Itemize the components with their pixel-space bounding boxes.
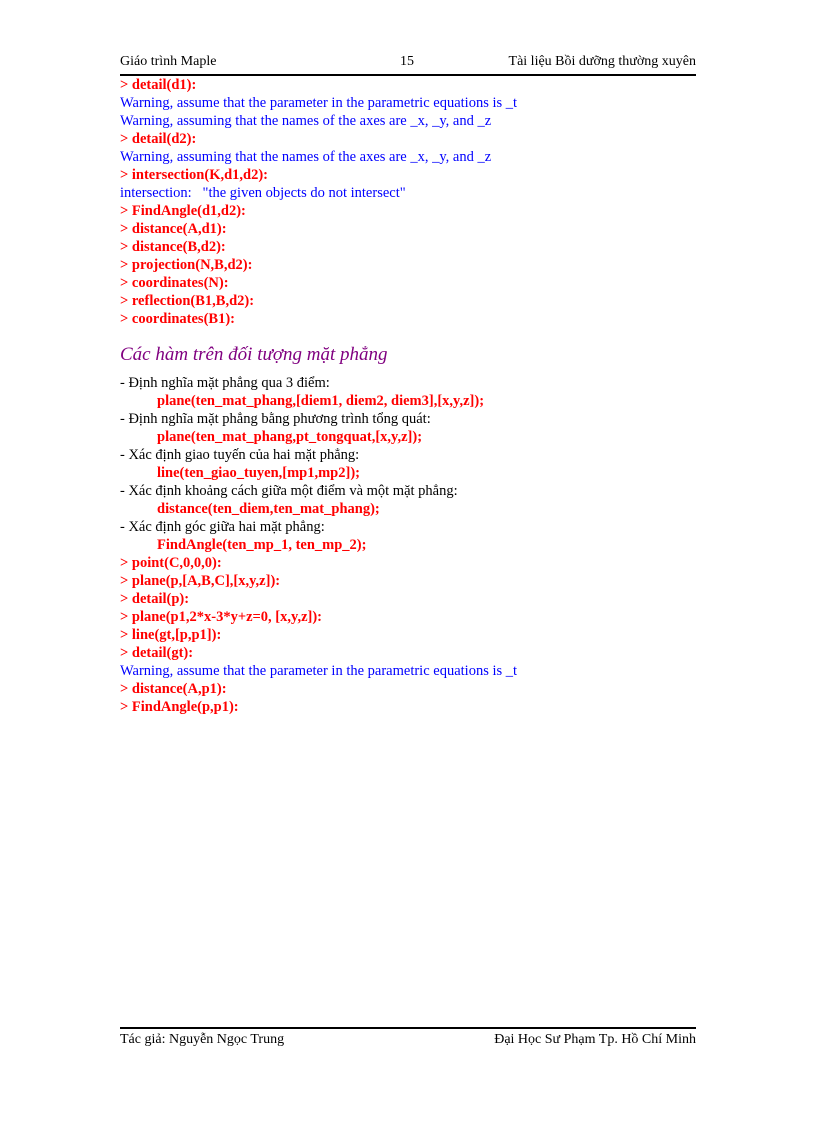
header-document-type: Tài liệu Bồi dưỡng thường xuyên xyxy=(508,54,696,69)
maple-command: > distance(A,d1): xyxy=(120,221,227,237)
maple-command: > line(gt,[p,p1]): xyxy=(120,627,222,643)
maple-command: > point(C,0,0,0): xyxy=(120,555,222,571)
maple-command: > distance(A,p1): xyxy=(120,681,227,697)
maple-warning: Warning, assuming that the names of the axes are _x, _y, and _z xyxy=(120,113,492,129)
plane-functions-list xyxy=(120,374,696,716)
syntax-example: plane(ten_mat_phang,pt_tongquat,[x,y,z]); xyxy=(157,429,423,445)
section-heading: Các hàm trên đối tượng mặt phẳng xyxy=(120,344,388,365)
maple-command: > detail(p): xyxy=(120,591,190,607)
footer-author: Tác giả: Nguyễn Ngọc Trung xyxy=(120,1032,285,1047)
header-page-number: 15 xyxy=(400,54,414,69)
maple-command: > detail(d2): xyxy=(120,131,197,147)
maple-output: intersection: "the given objects do not intersect" xyxy=(120,185,406,201)
syntax-example: plane(ten_mat_phang,[diem1, diem2, diem3],[x,y,z]); xyxy=(157,393,485,409)
syntax-example: line(ten_giao_tuyen,[mp1,mp2]); xyxy=(157,465,360,481)
maple-session-lines xyxy=(120,76,696,328)
maple-command: > plane(p,[A,B,C],[x,y,z]): xyxy=(120,573,281,589)
maple-command: > intersection(K,d1,d2): xyxy=(120,167,269,183)
maple-command: > coordinates(N): xyxy=(120,275,229,291)
syntax-example: distance(ten_diem,ten_mat_phang); xyxy=(157,501,380,517)
maple-command: > plane(p1,2*x-3*y+z=0, [x,y,z]): xyxy=(120,609,322,625)
description-item: - Xác định khoảng cách giữa một điểm và một mặt phẳng: xyxy=(120,483,458,499)
page-content xyxy=(120,76,696,716)
page-header xyxy=(120,53,696,73)
maple-command: > FindAngle(d1,d2): xyxy=(120,203,246,219)
maple-warning: Warning, assume that the parameter in the parametric equations is _t xyxy=(120,663,518,679)
maple-command: > detail(d1): xyxy=(120,77,197,93)
description-item: - Định nghĩa mặt phẳng bằng phương trình tổng quát: xyxy=(120,411,431,427)
header-book-title: Giáo trình Maple xyxy=(120,54,217,69)
footer-divider xyxy=(120,1027,696,1029)
maple-warning: Warning, assume that the parameter in the parametric equations is _t xyxy=(120,95,518,111)
description-item: - Định nghĩa mặt phẳng qua 3 điểm: xyxy=(120,375,330,391)
description-item: - Xác định giao tuyến của hai mặt phẳng: xyxy=(120,447,360,463)
maple-command: > FindAngle(p,p1): xyxy=(120,699,239,715)
maple-command: > projection(N,B,d2): xyxy=(120,257,253,273)
maple-command: > detail(gt): xyxy=(120,645,194,661)
maple-command: > distance(B,d2): xyxy=(120,239,226,255)
maple-command: > reflection(B1,B,d2): xyxy=(120,293,255,309)
description-item: - Xác định góc giữa hai mặt phẳng: xyxy=(120,519,325,535)
maple-command: > coordinates(B1): xyxy=(120,311,235,327)
maple-warning: Warning, assuming that the names of the axes are _x, _y, and _z xyxy=(120,149,492,165)
page-footer xyxy=(120,1032,696,1052)
syntax-example: FindAngle(ten_mp_1, ten_mp_2); xyxy=(157,537,367,553)
footer-institution: Đại Học Sư Phạm Tp. Hồ Chí Minh xyxy=(494,1032,696,1047)
